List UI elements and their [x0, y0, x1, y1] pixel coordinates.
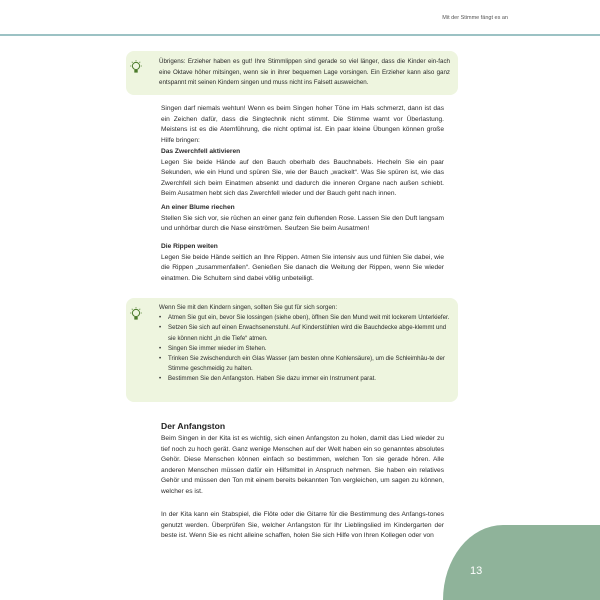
- running-header: Mit der Stimme fängt es an: [442, 15, 508, 21]
- tip-box-voice: [126, 51, 458, 95]
- section-title: Der Anfangston: [161, 421, 226, 431]
- exercise-blume: [161, 203, 444, 235]
- corner-tab: [443, 525, 600, 600]
- header-rule: [0, 34, 600, 36]
- exercise-title: Die Rippen weiten: [161, 243, 218, 250]
- page-number: 13: [470, 565, 483, 577]
- exercise-title: Das Zwerchfell aktivieren: [161, 148, 241, 155]
- list-item: • Atmen Sie gut ein, bevor Sie lossingen (siehe oben), öffnen Sie den Mund weit mit lockerem Unterkiefer.: [159, 313, 450, 323]
- list-item: • Bestimmen Sie den Anfangston. Haben Sie dazu immer ein Instrument parat.: [159, 374, 450, 384]
- exercise-title: An einer Blume riechen: [161, 204, 235, 211]
- exercise-zwerchfell: [161, 147, 444, 200]
- exercise-text: Legen Sie beide Hände seitlich an Ihre Rippen. Atmen Sie intensiv aus und fühlen Sie dabei, wie die Rippen „zusammenfallen“. Genießen Sie danach die Weitung der Rippen, wenn Sie wieder einatmen. Die Schultern sind dabei völlig unbeteiligt.: [161, 253, 444, 282]
- tip-text: Übrigens: Erzieher haben es gut! Ihre Stimmlippen sind gerade so viel länger, dass die Kinder ein-fach eine Oktave höher mitsingen, wenn sie in ihrer bequemen Lage vorsingen. Ein Erzieher kann also ganz entspannt mit seinen Kindern singen und muss nicht ins Falsett ausweichen.: [159, 58, 450, 87]
- list-item: • Trinken Sie zwischendurch ein Glas Wasser (am besten ohne Kohlensäure), um die Schleimhäu-te der Stimme geschmeidig zu halten.: [159, 354, 450, 374]
- list-item: • Setzen Sie sich auf einen Erwachsenenstuhl. Auf Kinderstühlen wird die Bauchdecke abge-klemmt und sie können nicht „in die Tiefe“ atmen.: [159, 323, 450, 343]
- exercise-text: Stellen Sie sich vor, sie rüchen an einer ganz fein duftenden Rose. Lassen Sie den Duft langsam und unhörbar durch die Nase einströmen. Seufzen Sie beim Ausatmen!: [161, 214, 444, 233]
- lightbulb-icon: [129, 307, 143, 323]
- tip-box-selfcare: [126, 298, 458, 402]
- section-paragraph: In der Kita kann ein Stabspiel, die Flöte oder die Gitarre für die Bestimmung des Anfangs-tones genutzt werden. Überprüfen Sie, welcher Anfangston für Ihr Lieblingslied im Kindergarten der beste ist. Wenn Sie es nicht alleine schaffen, holen Sie sich Hilfe von Ihren Kollegen oder von: [161, 511, 444, 540]
- intro-paragraph: Singen darf niemals wehtun! Wenn es beim Singen hoher Töne im Hals schmerzt, dann ist das ein Zeichen dafür, dass die Singtechnik nicht stimmt. Die Stimme warnt vor Überlastung. Meistens ist es die Atemführung, die nicht optimal ist. Ein paar kleine Übungen können große Hilfe bringen:: [161, 105, 444, 144]
- list-item: • Singen Sie immer wieder im Stehen.: [159, 344, 450, 354]
- exercise-rippen: [161, 242, 444, 284]
- tip-list: [159, 313, 450, 384]
- section-paragraph: Beim Singen in der Kita ist es wichtig, sich einen Anfangston zu holen, damit das Lied wieder zu tief noch zu hoch gerät. Ganz wenige Menschen auf der Welt haben ein so genanntes absolutes Gehör. Diese Menschen können einfach so bestimmen, welchen Ton sie gerade hören. Alle anderen Menschen müssen dafür ein Hilfsmittel in Anspruch nehmen. Sie haben ein relatives Gehör und müssen den Ton mit einem bereits bekannten Ton vergleichen, um sagen zu können, welcher es ist.: [161, 435, 444, 495]
- tip-content: [159, 303, 450, 385]
- tip-intro: Wenn Sie mit den Kindern singen, sollten Sie gut für sich sorgen:: [159, 304, 338, 311]
- lightbulb-icon: [129, 60, 143, 76]
- exercise-text: Legen Sie beide Hände auf den Bauch oberhalb des Bauchnabels. Hecheln Sie ein paar Sekunden, wie ein Hund und spüren Sie, wie der Bauch „wackelt“. Was Sie spüren ist, wie das Zwerchfell sich beim Einatmen absenkt und dadurch die inneren Organe nach außen schiebt. Beim Ausatmen hebt sich das Zwerchfell wieder und der Bauch geht nach innen.: [161, 158, 444, 198]
